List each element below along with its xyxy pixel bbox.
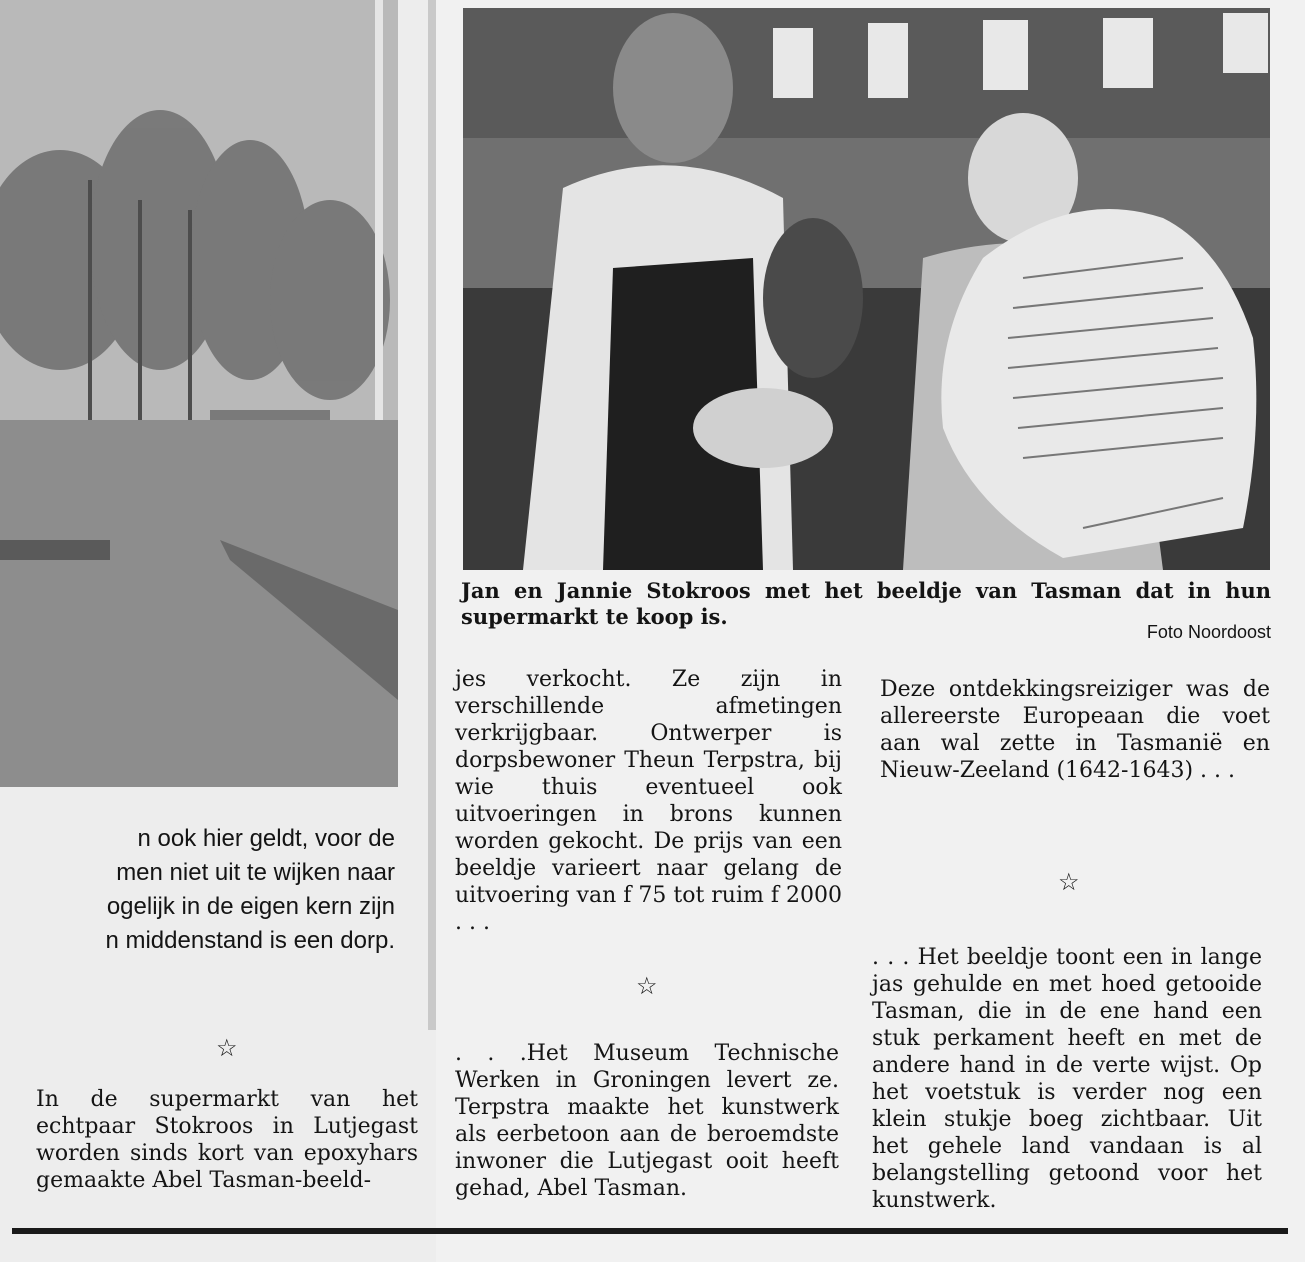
photo-caption: [461, 578, 1271, 642]
column-3-paragraph-2: . . . Het beeldje toont een in lange jas gehulde en met hoed getooide Tasman, die in de ene hand een stuk perkament heeft en met de andere hand in de verte wijst. Op het voetstuk is verder nog een klein stukje boeg zichtbaar. Uit het gehele land vandaan is al belangstelling getoond voor het kunstwerk.: [872, 945, 1262, 1213]
star-ornament-icon: ☆: [216, 1034, 238, 1062]
caption-credit: Foto Noordoost: [1146, 622, 1271, 642]
star-ornament-icon: ☆: [1058, 868, 1080, 896]
street-photo: [0, 0, 398, 787]
left-excerpt: [0, 822, 395, 958]
left-excerpt-line: n middenstand is een dorp.: [105, 927, 395, 954]
column-1-paragraph: In de supermarkt van het echtpaar Stokroos in Lutjegast worden sinds kort van epoxyhars gemaakte Abel Tasman-beeld-: [36, 1087, 418, 1193]
street-scene-illustration: [0, 0, 398, 787]
left-excerpt-line: ogelijk in de eigen kern zijn: [106, 893, 395, 920]
column-2-paragraph-1: jes verkocht. Ze zijn in verschillende afmetingen verkrijgbaar. Ontwerper is dorpsbewoner Theun Terpstra, bij wie thuis eventueel ook uitvoeringen in brons kunnen worden gekocht. De prijs van een beeldje varieert naar gelang de uitvoering van f 75 tot ruim f 2000 . . .: [455, 667, 842, 935]
left-excerpt-line: men niet uit te wijken naar: [116, 859, 395, 886]
left-excerpt-line: n ook hier geldt, voor de: [137, 825, 395, 852]
column-3-paragraph-1: Deze ontdekkingsreiziger was de allereerste Europeaan die voet aan wal zette in Tasmanië en Nieuw-Zeeland (1642-1643) . . .: [880, 677, 1270, 783]
supermarket-photo: [463, 8, 1270, 570]
caption-text: Jan en Jannie Stokroos met het beeldje van Tasman dat in hun supermarkt te koop is.: [461, 578, 1271, 629]
supermarket-scene-illustration: [463, 8, 1270, 570]
column-2-paragraph-2: . . .Het Museum Technische Werken in Groningen levert ze. Terpstra maakte het kunstwerk als eerbetoon aan de beroemdste inwoner die Lutjegast ooit heeft gehad, Abel Tasman.: [455, 1041, 839, 1201]
bottom-rule: [12, 1228, 1288, 1234]
star-ornament-icon: ☆: [636, 972, 658, 1000]
